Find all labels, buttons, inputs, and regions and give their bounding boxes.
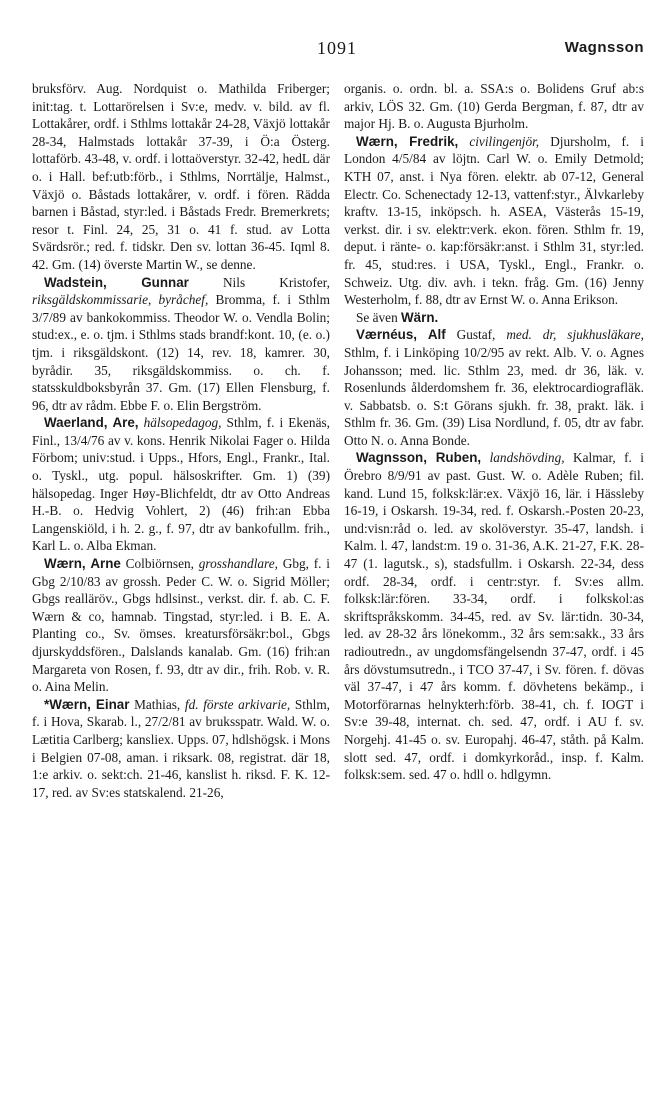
see-also-reference xyxy=(344,309,644,327)
entry-text: Sthlm, f. i Linköping 10/2/95 av rekt. Alb. V. o. Agnes Johansson; med. lic. Sthlm 23, med. dr 36, läk. v. Rosenlunds ålderdomshem fr. 36, elektrocardiografläk. v. Sabbatsb. o. S:t Görans sjukh. fr. 38, prakt. läk. i Sthlm fr. 36. Gm. (39) Lisa Nordlund, f. 05, dtr av fabr. Otto N. o. Anna Bonde. xyxy=(344,344,644,448)
entry-title: med. dr, sjukhusläkare, xyxy=(506,327,644,343)
entry-name: Værnéus, Alf xyxy=(356,327,446,343)
running-head: Wagnsson xyxy=(564,39,644,56)
entry-given-names: Gustaf, xyxy=(445,327,496,343)
entry-name: Wadstein, Gunnar xyxy=(44,274,189,290)
page-header xyxy=(30,38,644,62)
entry-title: fd. förste arkivarie, xyxy=(184,696,291,712)
entry-title: landshövding, xyxy=(489,450,565,466)
entry-title: grosshandlare, xyxy=(198,556,278,572)
page-number: 1091 xyxy=(317,38,357,58)
biography-entry xyxy=(32,414,330,555)
continuation-text: organis. o. ordn. bl. a. SSA:s o. Bolidens Gruf ab:s arkiv, LÖS 32. Gm. (10) Gerda Bergman, f. 87, dtr av major Hj. B. o. Augusta Bjurholm. xyxy=(344,81,644,132)
entry-text: Gbg, f. i Gbg 2/10/83 av grossh. Peder C. W. o. Sigrid Möller; Gbgs realläröv., Gbgs hdlsinst., verkst. dir. f. ab. C. F. Wærn & co, hamnab. Tingstad, styr:led. i B. E. A. Planting co., Sv. ömses. kreatursförsäkr:bol., Gbgs djurskyddsfören., Dalslands kanalab. Gm. (16) frih:an Margareta von Rosen, f. 93, dtr av dir., frih. Rob. v. R. o. Aina Melin. xyxy=(32,556,330,695)
right-column xyxy=(344,80,644,784)
continuation-text: bruksförv. Aug. Nordquist o. Mathilda Friberger; init:tag. t. Lottarörelsen i Sv:e, medv. v. bild. av fl. Lottakårer, ordf. i Sthlms lottakår 24-28, Växjö lottakår 28-34, Halmstads lottakår 37-39, i Ö:a Österg. lottaförb. 43-48, v. ordf. i lottaöverstyr. 32-42, hedL där o. i Hall. bef:utb:förb., i Sthlms, Norrtälje, Halmst., Växjö o. Båstads lottakårer, v. ordf. i fören. Rädda barnen i Båstad, styr:led. i Båstads Fredr. Bremerkrets; resor t. Finl. 24, 25, 31 o. 41 f. stud. av Lotta Svärdsrör.; red. f. tidskr. Den sv. lottan 36-45. Iqml 8. 42. Gm. (14) överste Martin W., se denne. xyxy=(32,81,330,272)
entry-text: Sthlm, f. i Ekenäs, Finl., 13/4/76 av v. kons. Henrik Nikolai Fager o. Hilda Förbom; univ:stud. i Upps., Hfors, Engl., Frankr., Ital. o. Tyskl., utg. popul. hälsoskrifter. Gm. 1) (39) hälsopedag. Inger Høy-Blichfeldt, dtr av Otto Andreas H.-B. o. Hedvig Vohlert, 2) (46) frih:an Ebba Langenskiöld, i h. 2. g., f. 97, dtr av bankofullm. frih., Karl L. o. Alba Ekman. xyxy=(32,415,330,554)
entry-name: Wærn, Fredrik, xyxy=(356,133,459,149)
entry-title: hälsopedagog, xyxy=(143,415,222,431)
biography-entry xyxy=(344,326,644,449)
biography-entry xyxy=(344,133,644,309)
entry-title: civilingenjör, xyxy=(469,133,540,149)
biography-entry xyxy=(32,274,330,415)
see-also-text: Se även xyxy=(356,309,402,325)
entry-name: Waerland, Are, xyxy=(44,415,139,431)
entry-given-names: Colbiörnsen, xyxy=(120,556,194,572)
entry-title: riksgäldskommissarie, byråchef, xyxy=(32,292,209,308)
entry-text: Djursholm, f. i London 4/5/84 av löjtn. Carl W. o. Emily Detmold; KTH 07, anst. i Nya fören. elektr. ab 07-12, General Electr. Co. Schenectady 12-13, vattenf:styr., Älvkarleby kraftv. 13-15, inköpsch. h. ASEA, Västerås 15-19, verkst. dir. i sv. elektr:verk. ekon. fören. Sthlm fr. 19, deput. i ränte- o. kap:försäkr:anst. i Sthlm 31, styr:led. fr. 45, stud:res. i USA, Tyskl., Engl., Frankr. o. Schweiz. Utg. div. avh. i tekn. fråg. Gm. (16) Jenny Westerholm, f. 88, dtr av Ernst W. o. Anna Erikson. xyxy=(344,133,644,308)
entry-text: Sthlm, f. i Hova, Skarab. l., 27/2/81 av bruksspatr. Wald. W. o. Lætitia Carlberg; kansliex. Upps. 07, hdlshögsk. i Mons i Belgien 07-08, aman. i riksark. 08, registrat. där 18, 1:e arkiv. o. sekt:ch. 21-46, kanslist h. riksd. F. K. 12-17, red. av Sv:es statskalend. 21-26, xyxy=(32,696,331,800)
entry-text: Bromma, f. i Sthlm 3/7/89 av bankokommiss. Theodor W. o. Vendla Bolin; stud:ex., e. o. tjm. i Sthlms stads brandf:kont. 10, (e. o.) tjm. i riksgäldskont. (12) 14, rev. 18, kamrer. 30, byrådir. 35, riksgäldskommiss. o. ch. f. statsskuldboksbyrån 37. Gm. (17) Ellen Flensburg, f. 96, dtr av rådm. Ebbe F. o. Elin Bergström. xyxy=(32,292,330,413)
entry-text: Kalmar, f. i Örebro 8/9/91 av past. Gust. W. o. Adèle Ruben; fil. kand. Lund 15, folksk:lär:ex. Växjö 16, lär. i Hässleby 16-19, i Oskarsh. 19-34, red. f. Oskarsh.-Posten 20-23, und:visn:råd o. led. av skolöverstyr. 35-47, landsh. i Kalm. l. 47, landst:m. 19 o. 31-36, A.K. 21-27, F.K. 28-47 (1. lagutsk., s), stadsfullm. i Oskarsh. 22-34, dess ordf. 28-34, ordf. i centr:styr. f. Sv:es allm. folksk:lär:fören. 33-34, ordf. i folkskol:as skriftspråkskomm. 34-45, red. av Sv. lär:tidn. 30-34, led. av 28-32 års lönekomm., 32 års sem:sakk., 33 års radioutredn., av ungdomsfängelsendn 37-47, ordf. i 45 års dövstumsutredn., i TCO 37-47, i Sv. fören. f. dövas väl 37-47, i 47 års komm. f. dövhetens bekämp., i Motorförarnas helnykterh:förb. 38-41, ch. f. IOGT i Sv:e 39-48, internat. ch. sed. 47, ordf. i AU f. sv. Norgehj. 41-45 o. sv. Europahj. 46-47, ståth. på Kalm. slott sed. 47, ordf. i domkyrkoråd., insp. f. Kalm. folksk:sem. sed. 47 o. hdll o. hdlgymn. xyxy=(344,450,644,783)
entry-given-names: Nils Kristofer, xyxy=(188,274,331,290)
left-column xyxy=(32,80,330,801)
entry-given-names: Mathias, xyxy=(129,696,181,712)
entry-name: *Wærn, Einar xyxy=(44,696,130,712)
biography-entry xyxy=(32,555,330,696)
see-also-link[interactable]: Wärn. xyxy=(401,309,439,325)
entry-name: Wærn, Arne xyxy=(44,556,121,572)
biography-entry xyxy=(344,449,644,783)
entry-name: Wagnsson, Ruben, xyxy=(356,450,482,466)
biography-entry xyxy=(32,696,330,802)
